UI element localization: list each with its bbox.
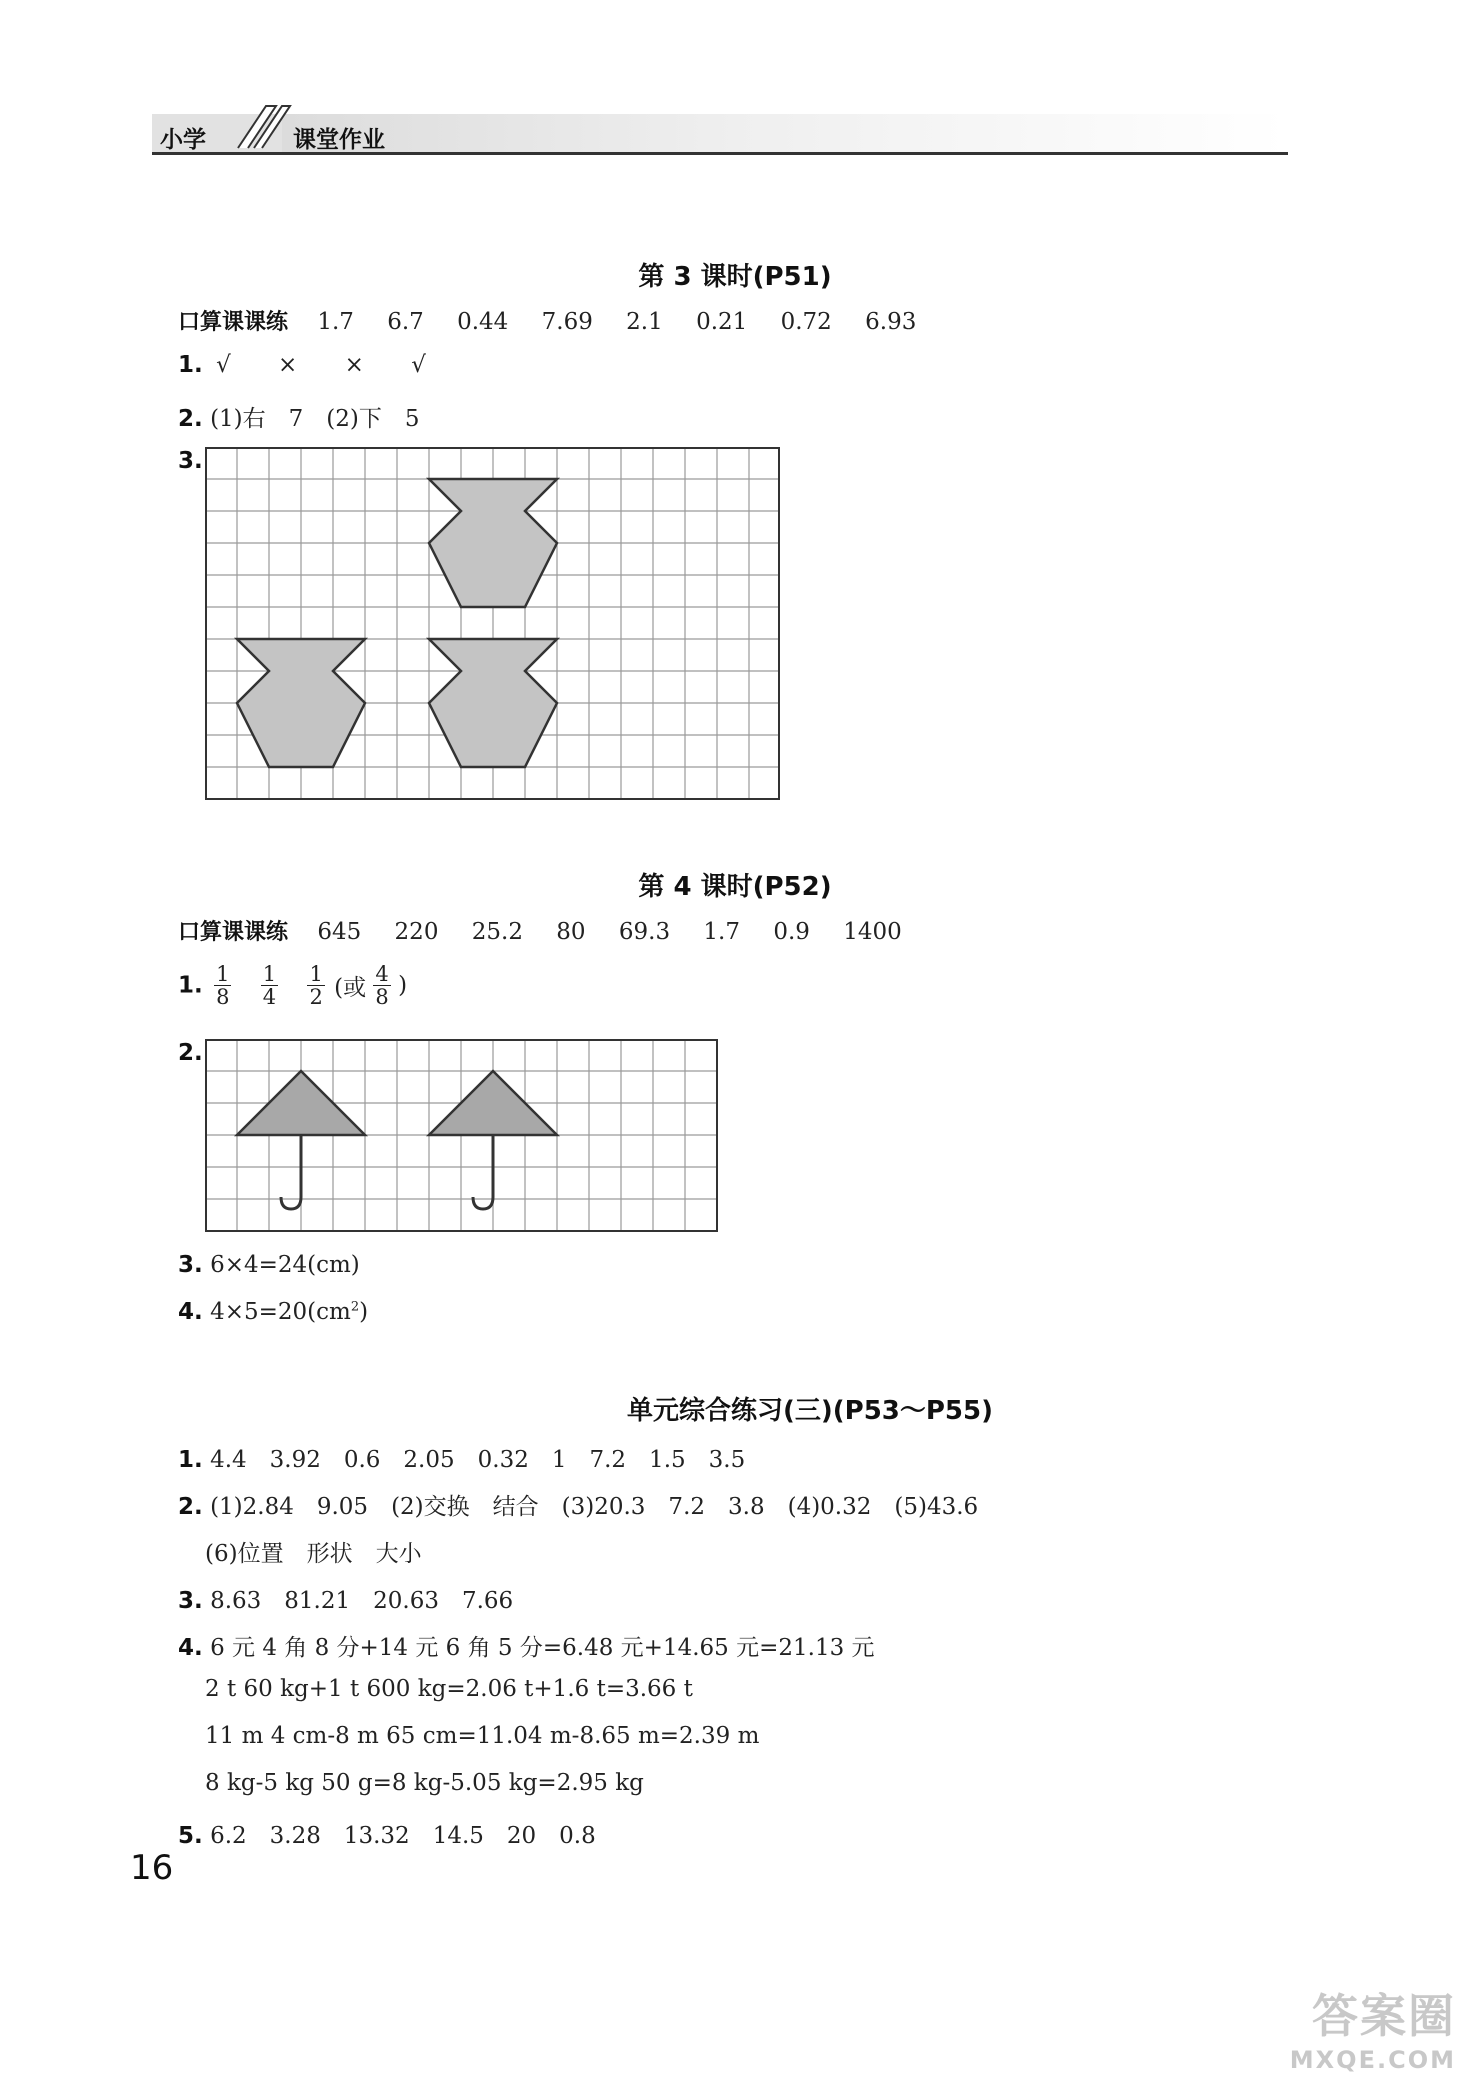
cross-mark: × [344,352,364,378]
unit-q3 [178,1582,513,1615]
answer-text: (1)右 7 (2)下 5 [210,406,420,432]
lesson3-title: 第 3 课时(P51) [638,262,832,292]
lesson4-oral-row [178,915,902,946]
answer-text: 4×5=20(cm [210,1299,351,1325]
fraction: $\frac{1}{4}$ [262,962,277,1009]
oral-value: 69.3 [618,919,671,945]
question-number: 4. [178,1635,203,1661]
oral-value: 1.7 [703,919,740,945]
answer-text: (1)2.84 9.05 (2)交换 结合 (3)20.3 7.2 3.8 (4)0.32 (5)43.6 [210,1494,979,1520]
unit-q2 [178,1488,978,1521]
oral-value: 0.72 [780,309,832,335]
page-number: 16 [130,1848,174,1888]
oral-value: 0.9 [773,919,810,945]
question-number: 4. [178,1299,203,1325]
question-number: 3. [178,1252,203,1278]
check-mark: √ [216,352,231,378]
oral-label: 口算课课练 [178,920,289,945]
oral-value: 6.93 [865,309,917,335]
lesson3-q2 [178,400,420,433]
fraction: $\frac{4}{8}$ [375,962,389,1009]
question-number: 5. [178,1823,203,1849]
oral-value: 1400 [843,919,902,945]
double-chevron-icon [232,98,292,154]
unit-q4-line: 2 t 60 kg+1 t 600 kg=2.06 t+1.6 t=3.66 t [205,1676,693,1702]
answer-text: 4.4 3.92 0.6 2.05 0.32 1 7.2 1.5 3.5 [210,1447,746,1473]
unit-q4 [178,1629,875,1662]
watermark-domain: MXQE.COM [1289,2046,1456,2074]
oral-value: 7.69 [541,309,593,335]
watermark [1290,1980,1456,2074]
unit-q1 [178,1441,745,1474]
header-band-right [282,114,1287,154]
vase-shape-bottom-left [237,639,365,767]
umbrella-shape-left [237,1071,365,1209]
unit-q2-cont: (6)位置 形状 大小 [205,1541,422,1567]
oral-label: 口算课课练 [178,310,289,335]
question-number: 3. [178,1588,203,1614]
unit-q4-line: 8 kg-5 kg 50 g=8 kg-5.05 kg=2.95 kg [205,1770,644,1796]
answer-close: ) [359,1299,369,1325]
header-left-label: 小学 [160,127,206,153]
alt-suffix: ) [398,972,408,999]
lesson4-q1 [178,963,407,1008]
cross-mark: × [278,352,298,378]
answer-text: 8.63 81.21 20.63 7.66 [210,1588,514,1614]
question-number: 1. [178,972,203,999]
alt-prefix: (或 [334,975,367,1001]
question-number: 2. [178,1040,203,1066]
lesson4-q4 [178,1299,368,1325]
oral-value: 645 [317,919,362,945]
answer-text: 6 元 4 角 8 分+14 元 6 角 5 分=6.48 元+14.65 元=21.13 元 [210,1635,875,1661]
fraction: $\frac{1}{2}$ [309,962,323,1009]
question-number: 2. [178,1494,203,1520]
oral-value: 25.2 [471,919,523,945]
oral-value: 80 [556,919,586,945]
lesson3-oral-row [178,305,916,336]
question-number: 1. [178,1447,203,1473]
vase-shape-top [429,479,557,607]
check-mark: √ [411,352,426,378]
unit-q5 [178,1817,596,1850]
oral-value: 0.44 [457,309,509,335]
answer-text: 6.2 3.28 13.32 14.5 20 0.8 [210,1823,596,1849]
translation-grid [205,447,781,801]
answer-text: 6×4=24(cm) [210,1252,360,1278]
oral-value: 0.21 [696,309,748,335]
vase-shape-bottom-right [429,639,557,767]
umbrella-shape-right [429,1071,557,1209]
oral-value: 6.7 [387,309,424,335]
question-number: 2. [178,406,203,432]
umbrella-grid [205,1039,719,1233]
question-number: 3. [178,448,203,474]
oral-value: 1.7 [317,309,354,335]
unit-q4-line: 11 m 4 cm-8 m 65 cm=11.04 m-8.65 m=2.39 m [205,1723,760,1749]
watermark-logo-text: 答案圈 [1312,1989,1456,2043]
oral-value: 2.1 [626,309,663,335]
fraction: $\frac{1}{8}$ [216,962,230,1009]
lesson4-q3 [178,1252,360,1278]
unit-title: 单元综合练习(三)(P53～P55) [626,1396,993,1426]
superscript: 2 [350,1299,360,1315]
lesson4-title: 第 4 课时(P52) [638,872,832,902]
lesson3-q1 [178,352,426,378]
header-right-label: 课堂作业 [293,127,385,153]
oral-value: 220 [394,919,439,945]
question-number: 1. [178,352,203,378]
